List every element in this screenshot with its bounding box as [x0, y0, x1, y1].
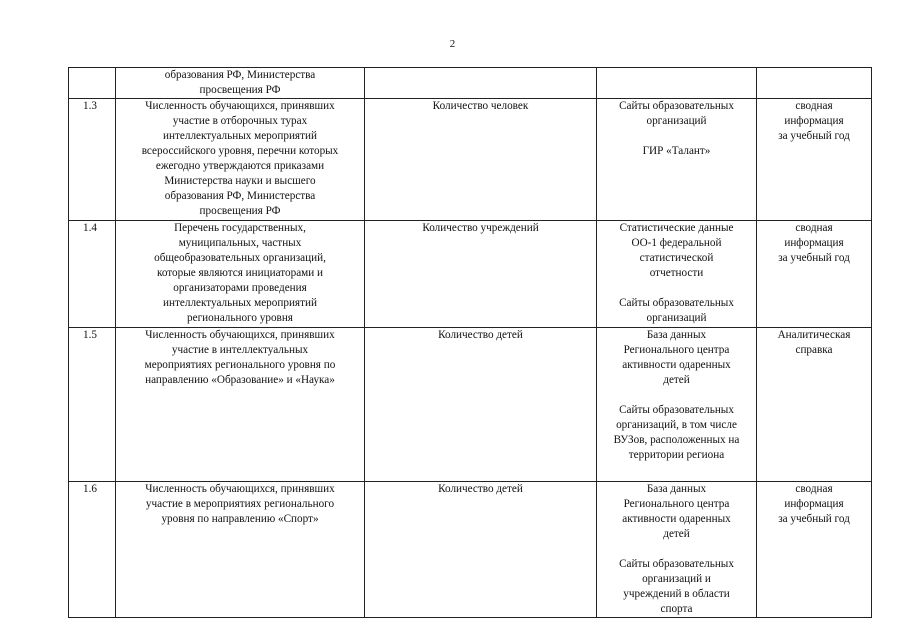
form-cell [757, 68, 872, 99]
table-row [69, 99, 872, 221]
source-cell: База данных Регионального центра активности одаренных детей Сайты образовательных организаций и учреждений в области спорта [597, 482, 757, 618]
form-cell: сводная информация за учебный год [757, 221, 872, 328]
source-cell: Статистические данные ОО-1 федеральной статистической отчетности Сайты образовательных организаций [597, 221, 757, 328]
table-row [69, 221, 872, 328]
table-row [69, 68, 872, 99]
form-cell: сводная информация за учебный год [757, 482, 872, 618]
row-number: 1.5 [69, 328, 116, 482]
unit-cell: Количество человек [365, 99, 597, 221]
row-number: 1.3 [69, 99, 116, 221]
row-number: 1.4 [69, 221, 116, 328]
indicator-cell: Численность обучающихся, принявших участие в мероприятиях регионального уровня по направлению «Спорт» [116, 482, 365, 618]
row-number [69, 68, 116, 99]
source-cell: База данных Регионального центра активности одаренных детей Сайты образовательных организаций, в том числе ВУЗов, расположенных на территории региона [597, 328, 757, 482]
source-cell [597, 68, 757, 99]
indicators-table [68, 67, 872, 618]
unit-cell [365, 68, 597, 99]
form-cell: сводная информация за учебный год [757, 99, 872, 221]
indicator-cell: Перечень государственных, муниципальных, частных общеобразовательных организаций, которые являются инициаторами и организаторами проведения интеллектуальных мероприятий регионального уровня [116, 221, 365, 328]
unit-cell: Количество учреждений [365, 221, 597, 328]
indicator-cell: Численность обучающихся, принявших участие в отборочных турах интеллектуальных мероприятий всероссийского уровня, перечни которых ежегодно утверждаются приказами Министерства науки и высшего образования РФ, Министерства просвещения РФ [116, 99, 365, 221]
form-cell: Аналитическая справка [757, 328, 872, 482]
indicator-cell: Численность обучающихся, принявших участие в интеллектуальных мероприятиях регионального уровня по направлению «Образование» и «Наука» [116, 328, 365, 482]
source-cell: Сайты образовательных организаций ГИР «Талант» [597, 99, 757, 221]
unit-cell: Количество детей [365, 328, 597, 482]
indicator-cell: образования РФ, Министерства просвещения РФ [116, 68, 365, 99]
table-row [69, 482, 872, 618]
table-row [69, 328, 872, 482]
page-number: 2 [449, 38, 456, 50]
unit-cell: Количество детей [365, 482, 597, 618]
row-number: 1.6 [69, 482, 116, 618]
